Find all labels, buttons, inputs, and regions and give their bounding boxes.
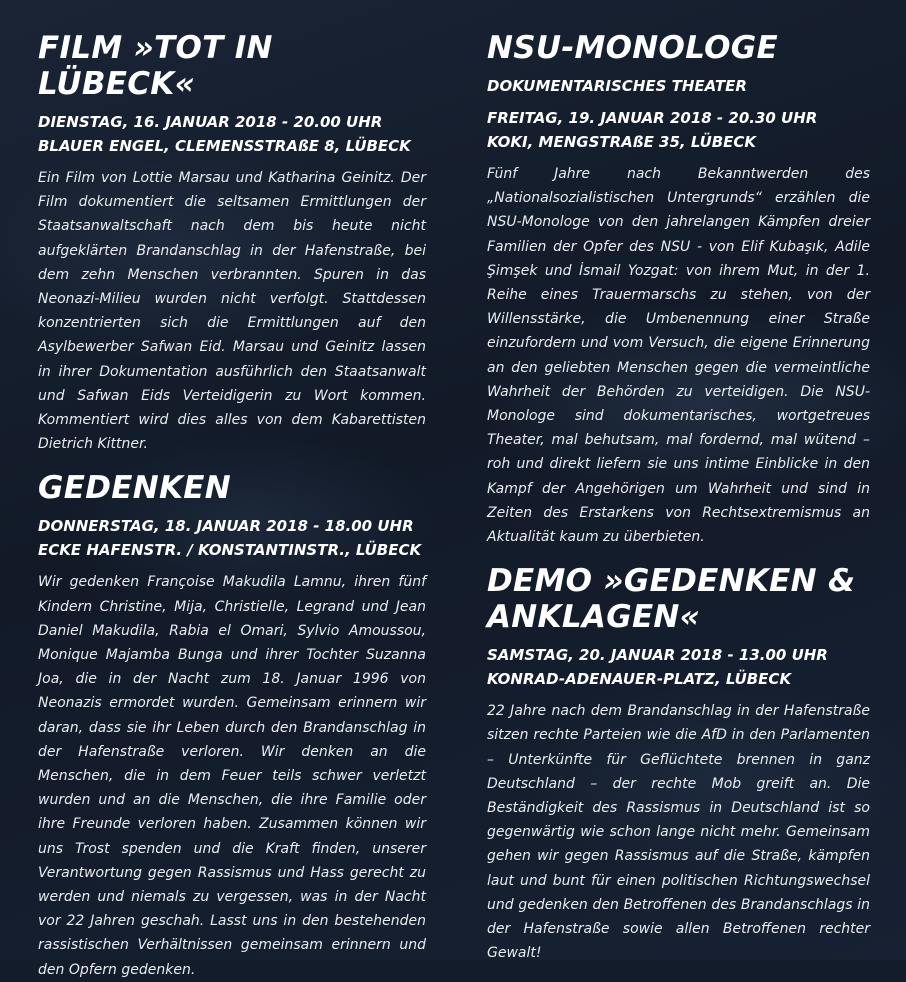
demo-description: 22 Jahre nach dem Brandanschlag in der Hafenstraße sitzen rechte Parteien wie die AfD in den Parlamenten – Unterkünfte für Geflüchtete brennen in ganz Deutschland – der rechte Mob greift an. Die Beständigkeit des Rassismus in Deutschland ist so gegenwärtig wie schon lange nicht mehr. Gemeinsam gehen wir gegen Rassismus auf die Straße, kämpfen laut und bunt für einen politischen Richtungswechsel und gedenken den Betroffenen des Brandanschlags in der Hafenstraße sowie allen Betroffenen rechter Gewalt! [487,703,870,962]
film-place: BLAUER ENGEL, CLEMENSSTRAßE 8, LÜBECK [38,137,411,155]
nsu-section [487,30,870,549]
gedenken-section [38,470,426,981]
nsu-place: KOKI, MENGSTRAßE 35, LÜBECK [487,133,757,151]
film-title: FILM »TOT IN LÜBECK« [38,30,273,102]
demo-place: KONRAD-ADENAUER-PLATZ, LÜBECK [487,670,792,689]
film-section [38,30,426,456]
gedenken-title: GEDENKEN [38,470,232,507]
demo-date: SAMSTAG, 20. JANUAR 2018 - 13.00 UHR [487,646,828,665]
film-description: Ein Film von Lottie Marsau und Katharina Geinitz. Der Film dokumentiert die seltsamen Ermittlungen der Staatsanwaltschaft nach dem bis heute nicht aufgeklärten Brandanschlag in der Hafenstraße, bei dem zehn Menschen verbrannten. Spuren in das Neonazi-Milieu wurden nicht verfolgt. Stattdessen konzentrierten sich die Ermittlungen auf den Asylbewerber Safwan Eid. Marsau und Geinitz lassen in ihrer Dokumentation ausführlich den Staatsanwalt und Safwan Eids Verteidigerin zu Wort kommen. Kommentiert wird dies alles von dem Kabarettisten Dietrich Kittner. [38,170,426,453]
nsu-description: Fünf Jahre nach Bekanntwerden des „Nationalsozialistischen Untergrunds“ erzählen die NSU-Monologe von den jahrelangen Kämpfen dreier Familien der Opfer des NSU - von Elif Kubaşık, Adile Şimşek und İsmail Yozgat: von ihrem Mut, in der 1. Reihe eines Trauermarschs zu stehen, von der Willensstärke, die Umbenennung einer Straße einzufordern und vom Versuch, die eigene Erinnerung an den geliebten Menschen gegen die vermeintliche Wahrheit der Behörden zu verteidigen. Die NSU-Monologe sind dokumentarisches, wortgetreues Theater, mal behutsam, mal fordernd, mal wütend – roh und direkt liefern sie uns intime Einblicke in den Kampf der Angehörigen um Wahrheit und sind in Zeiten des Erstarkens von Rechtsextremismus an Aktualität kaum zu überbieten. [487,166,870,546]
gedenken-description: Wir gedenken Françoise Makudila Lamnu, ihren fünf Kindern Christine, Mija, Christielle, Legrand und Jean Daniel Makudila, Rabia el Omari, Sylvio Amoussou, Monique Majamba Bunga und ihrer Tochter Suzanna Joa, die in der Nacht zum 18. Januar 1996 von Neonazis ermordet wurden. Gemeinsam erinnern wir daran, dass sie ihr Leben durch den Brandanschlag in der Hafenstraße verloren. Wir denken an die Menschen, die in dem Feuer teils schwer verletzt wurden und an die Menschen, die ihre Familie oder ihre Freunde verloren haben. Zusammen können wir uns Trost spenden und die Kraft finden, unserer Verantwortung gegen Rassismus und Hass gerecht zu werden und niemals zu vergessen, was in der Nacht vor 22 Jahren geschah. Lasst uns in den bestehenden rassistischen Verhältnissen gemeinsam erinnern und den Opfern gedenken. [38,574,426,978]
left-column [38,30,426,982]
nsu-date: FREITAG, 19. JANUAR 2018 - 20.30 UHR [487,109,818,127]
nsu-subtitle: DOKUMENTARISCHES THEATER [487,77,747,95]
gedenken-date: DONNERSTAG, 18. JANUAR 2018 - 18.00 UHR [38,517,414,536]
nsu-title: NSU-MONOLOGE [487,30,779,66]
gedenken-place: ECKE HAFENSTR. / KONSTANTINSTR., LÜBECK [38,541,422,560]
demo-title: DEMO »GEDENKEN & ANKLAGEN« [487,563,856,636]
demo-section [487,563,870,965]
right-column [487,30,870,965]
film-date: DIENSTAG, 16. JANUAR 2018 - 20.00 UHR [38,113,383,131]
